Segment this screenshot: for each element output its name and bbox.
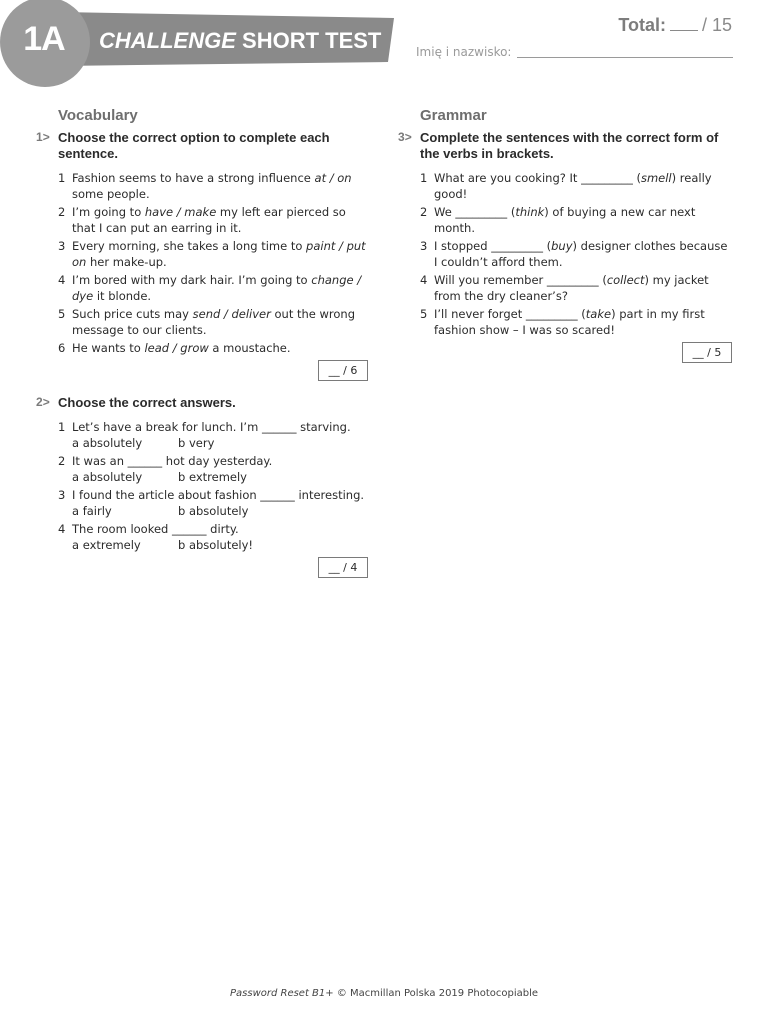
exercise-number: 1> xyxy=(36,130,50,144)
list-item xyxy=(58,340,368,356)
verb-prompt: think xyxy=(515,205,545,219)
item-text: I’ll never forget _________ ( xyxy=(434,307,586,321)
item-number: 3 xyxy=(58,488,66,502)
item-text: ) designer clothes because I couldn’t afford them. xyxy=(434,239,728,269)
item-number: 4 xyxy=(58,522,66,536)
item-number: 6 xyxy=(58,341,66,355)
item-number: 2 xyxy=(420,205,428,219)
item-text: my left ear pierced so that I can put an earring in it. xyxy=(72,205,346,235)
exercise-2-header xyxy=(36,395,368,411)
list-item xyxy=(58,204,368,236)
item-text: I stopped _________ ( xyxy=(434,239,552,253)
item-text: Will you remember _________ ( xyxy=(434,273,607,287)
list-item xyxy=(58,170,368,202)
grammar-column xyxy=(398,107,732,363)
item-text: Fashion seems to have a strong influence xyxy=(72,171,315,185)
item-number: 1 xyxy=(420,171,428,185)
item-text: What are you cooking? It _________ ( xyxy=(434,171,641,185)
exercise-number: 3> xyxy=(398,130,412,144)
list-item xyxy=(420,170,732,202)
exercise-3-header xyxy=(398,130,732,162)
item-number: 3 xyxy=(58,239,66,253)
exercise-number: 2> xyxy=(36,395,50,409)
item-number: 3 xyxy=(420,239,428,253)
answer-choices xyxy=(72,503,368,519)
item-text: Let’s have a break for lunch. I’m ______ starving. xyxy=(72,420,351,434)
footer-copyright: © Macmillan Polska 2019 Photocopiable xyxy=(333,988,539,999)
list-item xyxy=(58,272,368,304)
name-label: Imię i nazwisko: xyxy=(416,45,512,59)
section-title-vocabulary: Vocabulary xyxy=(58,107,138,124)
item-text: ) of buying a new car next month. xyxy=(434,205,696,235)
choice-b[interactable]: b very xyxy=(178,436,215,450)
exercise-1-instructions: Choose the correct option to complete each sentence. xyxy=(58,130,330,161)
verb-prompt: smell xyxy=(640,171,672,185)
answer-options[interactable]: lead / grow xyxy=(144,341,209,355)
item-text: It was an ______ hot day yesterday. xyxy=(72,454,273,468)
exercise-3-instructions: Complete the sentences with the correct form of the verbs in brackets. xyxy=(420,130,719,161)
total-score xyxy=(618,15,732,36)
item-text: a moustache. xyxy=(208,341,291,355)
item-number: 1 xyxy=(58,171,66,185)
total-label: Total: xyxy=(618,15,666,35)
answer-options[interactable]: change / dye xyxy=(72,273,362,303)
item-text: Such price cuts may xyxy=(72,307,193,321)
footer-book-title: Password Reset B1+ xyxy=(229,988,334,999)
item-text: ) my jacket from the dry cleaner’s? xyxy=(434,273,709,303)
answer-choices xyxy=(72,469,368,485)
item-text: Every morning, she takes a long time to xyxy=(72,239,307,253)
exercise-1-score[interactable]: __ / 6 xyxy=(318,360,368,381)
exercise-1-items xyxy=(58,170,368,356)
list-item xyxy=(58,306,368,338)
item-text: out the wrong message to our clients. xyxy=(72,307,356,337)
exercise-3-score[interactable]: __ / 5 xyxy=(682,342,732,363)
answer-choices xyxy=(72,537,368,553)
item-text: I’m bored with my dark hair. I’m going to xyxy=(72,273,312,287)
list-item xyxy=(58,453,368,485)
choice-a[interactable]: a absolutely xyxy=(72,436,143,450)
page-footer xyxy=(0,988,768,999)
item-text: ) really good! xyxy=(434,171,712,201)
verb-prompt: take xyxy=(585,307,612,321)
item-text: He wants to xyxy=(72,341,145,355)
list-item xyxy=(420,306,732,338)
answer-options[interactable]: send / deliver xyxy=(192,307,271,321)
item-text: I found the article about fashion ______ interesting. xyxy=(72,488,365,502)
choice-b[interactable]: b extremely xyxy=(178,470,247,484)
item-number: 4 xyxy=(420,273,428,287)
unit-badge: 1A xyxy=(23,20,65,58)
item-text: I’m going to xyxy=(72,205,145,219)
exercise-3-items xyxy=(420,170,732,338)
choice-b[interactable]: b absolutely xyxy=(178,504,249,518)
exercise-2-items xyxy=(58,419,368,553)
list-item xyxy=(58,238,368,270)
item-number: 1 xyxy=(58,420,66,434)
test-title-rest: SHORT TEST xyxy=(242,28,382,53)
item-number: 4 xyxy=(58,273,66,287)
choice-a[interactable]: a extremely xyxy=(72,538,141,552)
test-title xyxy=(99,28,381,54)
choice-a[interactable]: a fairly xyxy=(72,504,112,518)
total-blank[interactable] xyxy=(670,30,698,31)
item-text: ) part in my first fashion show – I was so scared! xyxy=(434,307,705,337)
answer-options[interactable]: have / make xyxy=(144,205,217,219)
item-number: 2 xyxy=(58,205,66,219)
list-item xyxy=(420,238,732,270)
section-title-grammar: Grammar xyxy=(420,107,487,124)
list-item xyxy=(58,487,368,519)
exercise-2-score[interactable]: __ / 4 xyxy=(318,557,368,578)
list-item xyxy=(420,204,732,236)
item-number: 5 xyxy=(58,307,66,321)
page-header xyxy=(0,0,768,100)
item-number: 5 xyxy=(420,307,428,321)
list-item xyxy=(58,521,368,553)
vocabulary-column xyxy=(36,107,368,578)
exercise-1-header xyxy=(36,130,368,162)
list-item xyxy=(58,419,368,451)
choice-a[interactable]: a absolutely xyxy=(72,470,143,484)
total-max: / 15 xyxy=(701,15,732,35)
item-number: 2 xyxy=(58,454,66,468)
student-name xyxy=(416,45,733,59)
item-text: it blonde. xyxy=(93,289,152,303)
choice-b[interactable]: b absolutely! xyxy=(178,538,254,552)
test-title-italic: CHALLENGE xyxy=(99,28,236,53)
item-text: some people. xyxy=(72,187,150,201)
item-text: The room looked ______ dirty. xyxy=(72,522,239,536)
item-text: her make-up. xyxy=(86,255,167,269)
list-item xyxy=(420,272,732,304)
exercise-2-instructions: Choose the correct answers. xyxy=(58,395,236,410)
item-text: We _________ ( xyxy=(434,205,516,219)
answer-options[interactable]: at / on xyxy=(314,171,352,185)
answer-choices xyxy=(72,435,368,451)
answer-options[interactable]: paint / put on xyxy=(72,239,366,269)
verb-prompt: collect xyxy=(606,273,645,287)
name-field[interactable] xyxy=(517,57,733,58)
verb-prompt: buy xyxy=(551,239,573,253)
